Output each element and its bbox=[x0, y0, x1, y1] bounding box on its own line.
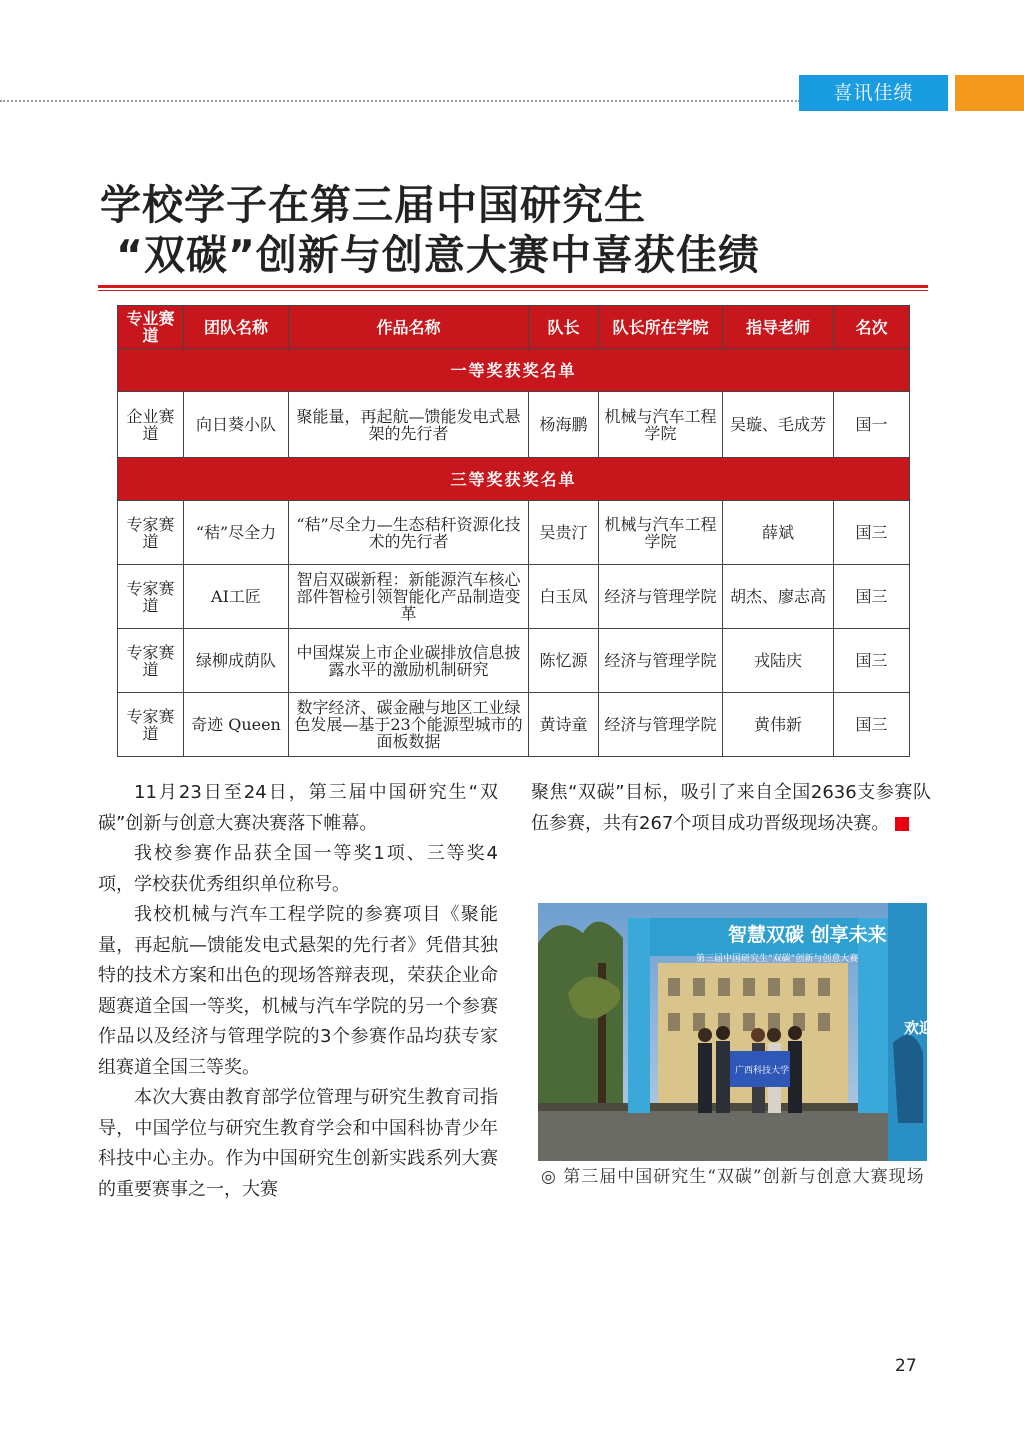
cell-track: 专家赛道 bbox=[118, 565, 184, 629]
cell-team: 向日葵小队 bbox=[184, 392, 289, 458]
table-row bbox=[118, 629, 910, 693]
body-paragraph-4: 本次大赛由教育部学位管理与研究生教育司指导，中国学位与研究生教育学会和中国科协青少年科技中心主办。作为中国研究生创新实践系列大赛的重要赛事之一，大赛 bbox=[98, 1087, 498, 1200]
cell-work: 中国煤炭上市企业碳排放信息披露水平的激励机制研究 bbox=[289, 629, 529, 693]
body-column-right bbox=[531, 778, 931, 839]
cell-rank: 国三 bbox=[834, 693, 910, 757]
table-row bbox=[118, 501, 910, 565]
arch-side-text: 欢迎 bbox=[904, 1019, 935, 1037]
cell-advisor: 薛斌 bbox=[723, 501, 834, 565]
cell-track: 专家赛道 bbox=[118, 629, 184, 693]
header-dotted-line bbox=[0, 100, 800, 102]
header-cell-track: 专业赛道 bbox=[118, 306, 184, 349]
event-photo-illustration bbox=[538, 903, 935, 1161]
band-third-prize bbox=[118, 458, 910, 501]
body-paragraph-2: 我校参赛作品获全国一等奖1项、三等奖4项，学校获优秀组织单位称号。 bbox=[98, 843, 498, 895]
cell-team: “秸”尽全力 bbox=[184, 501, 289, 565]
awards-table bbox=[117, 305, 910, 757]
header-cell-college: 队长所在学院 bbox=[599, 306, 723, 349]
cell-captain: 白玉凤 bbox=[529, 565, 599, 629]
cell-rank: 国三 bbox=[834, 629, 910, 693]
cell-college: 机械与汽车工程学院 bbox=[599, 392, 723, 458]
header-cell-team: 团队名称 bbox=[184, 306, 289, 349]
cell-work: 智启双碳新程：新能源汽车核心部件智检引领智能化产品制造变革 bbox=[289, 565, 529, 629]
band-label: 三等奖获奖名单 bbox=[118, 458, 910, 501]
cell-track: 企业赛道 bbox=[118, 392, 184, 458]
cell-college: 机械与汽车工程学院 bbox=[599, 501, 723, 565]
cell-college: 经济与管理学院 bbox=[599, 565, 723, 629]
body-paragraph-5-text: 聚焦“双碳”目标，吸引了来自全国2636支参赛队伍参赛，共有267个项目成功晋级现场决赛。 bbox=[531, 782, 931, 834]
cell-rank: 国一 bbox=[834, 392, 910, 458]
section-tag: 喜讯佳绩 bbox=[799, 75, 948, 111]
cell-team: AI工匠 bbox=[184, 565, 289, 629]
cell-work: “秸”尽全力—生态秸秆资源化技术的先行者 bbox=[289, 501, 529, 565]
cell-advisor: 戎陆庆 bbox=[723, 629, 834, 693]
cell-college: 经济与管理学院 bbox=[599, 629, 723, 693]
table-header-row bbox=[118, 306, 910, 349]
photo-caption: ◎ 第三届中国研究生“双碳”创新与创意大赛现场 bbox=[541, 1167, 925, 1187]
event-photo bbox=[538, 903, 935, 1161]
cell-advisor: 胡杰、廖志高 bbox=[723, 565, 834, 629]
title-line-1: 学校学子在第三届中国研究生 bbox=[100, 181, 646, 229]
table-row bbox=[118, 565, 910, 629]
title-rule-thin bbox=[98, 290, 928, 291]
header-cell-captain: 队长 bbox=[529, 306, 599, 349]
body-paragraph-5 bbox=[531, 778, 931, 839]
page-number: 27 bbox=[895, 1356, 917, 1376]
cell-track: 专家赛道 bbox=[118, 501, 184, 565]
band-label: 一等奖获奖名单 bbox=[118, 349, 910, 392]
article-title bbox=[100, 180, 930, 280]
cell-track: 专家赛道 bbox=[118, 693, 184, 757]
school-flag-text: 广西科技大学 bbox=[735, 1066, 790, 1076]
header-cell-advisor: 指导老师 bbox=[723, 306, 834, 349]
body-paragraph-3: 我校机械与汽车工程学院的参赛项目《聚能量，再起航—馈能发电式悬架的先行者》凭借其独特的技术方案和出色的现场答辩表现，荣获企业命题赛道全国一等奖，机械与汽车学院的另一个参赛作品以及经济与管理学院的3个参赛作品均获专家组赛道全国三等奖。 bbox=[98, 904, 498, 1078]
cell-advisor: 黄伟新 bbox=[723, 693, 834, 757]
cell-rank: 国三 bbox=[834, 501, 910, 565]
cell-team: 绿柳成荫队 bbox=[184, 629, 289, 693]
arch-slogan: 智慧双碳 创享未来 bbox=[728, 924, 887, 946]
cell-rank: 国三 bbox=[834, 565, 910, 629]
title-rule bbox=[98, 285, 928, 288]
arch-banner: 第三届中国研究生“双碳”创新与创意大赛 bbox=[696, 954, 859, 964]
header-cell-rank: 名次 bbox=[834, 306, 910, 349]
cell-work: 聚能量，再起航—馈能发电式悬架的先行者 bbox=[289, 392, 529, 458]
body-paragraph-1: 11月23日至24日，第三届中国研究生“双碳”创新与创意大赛决赛落下帷幕。 bbox=[98, 782, 498, 834]
header-cell-work: 作品名称 bbox=[289, 306, 529, 349]
section-tag-accent bbox=[955, 75, 1024, 111]
cell-team: 奇迹 Queen bbox=[184, 693, 289, 757]
cell-captain: 吴贵汀 bbox=[529, 501, 599, 565]
body-column-left bbox=[98, 778, 498, 1205]
cell-captain: 杨海鹏 bbox=[529, 392, 599, 458]
cell-college: 经济与管理学院 bbox=[599, 693, 723, 757]
table-row bbox=[118, 693, 910, 757]
title-line-2: “双碳”创新与创意大赛中喜获佳绩 bbox=[116, 231, 760, 279]
cell-captain: 黄诗童 bbox=[529, 693, 599, 757]
cell-work: 数字经济、碳金融与地区工业绿色发展—基于23个能源型城市的面板数据 bbox=[289, 693, 529, 757]
end-mark-icon bbox=[895, 817, 909, 831]
cell-advisor: 吴璇、毛成芳 bbox=[723, 392, 834, 458]
cell-captain: 陈忆源 bbox=[529, 629, 599, 693]
band-first-prize bbox=[118, 349, 910, 392]
table-row bbox=[118, 392, 910, 458]
